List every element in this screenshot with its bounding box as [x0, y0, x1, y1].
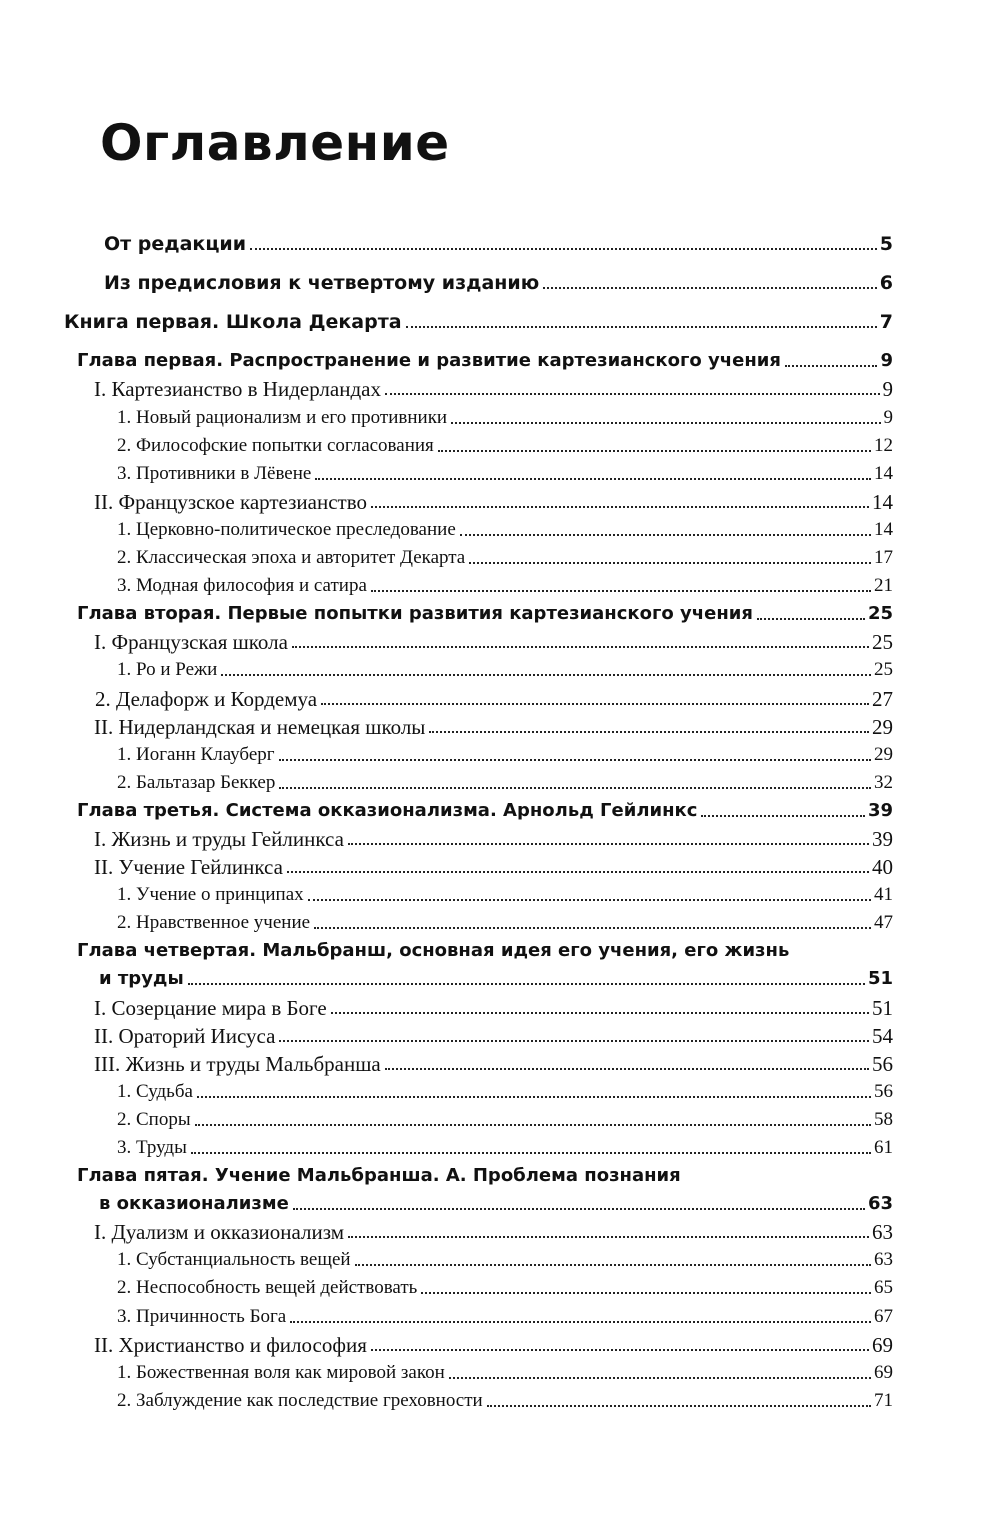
dot-leader — [701, 815, 864, 817]
toc-entry-chapter — [0, 963, 893, 991]
dot-leader — [385, 393, 880, 395]
dot-leader — [279, 787, 871, 789]
toc-entry-chapter — [0, 598, 893, 626]
toc-entry-title: От редакции — [104, 233, 247, 256]
dot-leader — [221, 674, 871, 676]
toc-entry-title: Глава вторая. Первые попытки развития картезианского учения — [77, 603, 753, 625]
dot-leader — [293, 1208, 865, 1210]
toc-entry-page: 32 — [874, 771, 893, 793]
dot-leader — [348, 1236, 869, 1238]
toc-entry-subsection — [0, 907, 893, 935]
toc-entry-subsection — [0, 514, 893, 542]
dot-leader — [421, 1292, 871, 1294]
toc-entry-section — [0, 682, 893, 710]
toc-entry-page: 65 — [874, 1277, 893, 1299]
dot-leader — [279, 1040, 869, 1042]
toc-entry-title: 2. Нравственное учение — [117, 912, 311, 934]
dot-leader — [321, 703, 869, 705]
toc-entry-book — [0, 306, 893, 334]
toc-entry-title: Глава первая. Распространение и развитие картезианского учения — [77, 350, 781, 372]
toc-entry-subsection — [0, 1357, 893, 1385]
toc-entry-title: 2. Бальтазар Беккер — [117, 771, 276, 793]
toc-entry-page: 67 — [874, 1305, 893, 1327]
toc-entry-chapter — [0, 345, 893, 373]
dot-leader — [460, 534, 871, 536]
toc-entry-page: 5 — [879, 233, 893, 256]
toc-entry-section — [0, 373, 893, 401]
toc-entry-subsection — [0, 570, 893, 598]
toc-entry-title: 1. Ро и Режи — [117, 659, 218, 681]
toc-entry-title: 2. Споры — [117, 1108, 191, 1130]
toc-entry-page: 63 — [874, 1249, 893, 1271]
toc-entry-title: I. Дуализм и окказионализм — [94, 1220, 344, 1245]
toc-entry-title: в окказионализме — [99, 1193, 289, 1215]
dot-leader — [449, 1377, 871, 1379]
dot-leader — [331, 1012, 869, 1014]
toc-entry-chapter — [0, 1188, 893, 1216]
page-title: Оглавление — [100, 114, 450, 172]
toc-entry-page: 69 — [872, 1332, 893, 1357]
toc-entry-title: 3. Причинность Бога — [117, 1305, 287, 1327]
toc-entry-page: 41 — [874, 884, 893, 906]
toc-entry-page: 25 — [874, 659, 893, 681]
toc-entry-page: 9 — [880, 350, 893, 372]
toc-entry-title: 1. Судьба — [117, 1080, 193, 1102]
toc-entry-page: 61 — [874, 1137, 893, 1158]
toc-entry-page: 39 — [872, 826, 893, 851]
toc-entry-subsection — [0, 654, 893, 682]
toc-entry-subsection — [0, 401, 893, 429]
toc-entry-page: 71 — [874, 1389, 893, 1411]
toc-entry-subsection — [0, 458, 893, 486]
toc-entry-page: 56 — [872, 1051, 893, 1076]
dot-leader — [371, 1349, 869, 1351]
toc-entry-title: 1. Церковно-политическое преследование — [117, 518, 456, 540]
toc-entry-section — [0, 1020, 893, 1048]
toc-entry-title: 3. Модная философия и сатира — [117, 575, 367, 597]
toc-entry-subsection — [0, 1104, 893, 1132]
dot-leader — [371, 590, 871, 592]
toc-entry-chapter — [0, 795, 893, 823]
dot-leader — [469, 562, 871, 564]
toc-entry-subsection — [0, 542, 893, 570]
dot-leader — [371, 506, 869, 508]
toc-entry-title: II. Христианство и философия — [94, 1332, 367, 1357]
dot-leader — [451, 422, 880, 424]
dot-leader — [543, 287, 877, 289]
toc-entry-section — [0, 626, 893, 654]
toc-entry-subsection — [0, 1076, 893, 1104]
dot-leader — [429, 731, 869, 733]
toc-entry-page: 40 — [872, 855, 893, 880]
toc-entry-page: 17 — [874, 547, 893, 569]
toc-entry-page: 25 — [872, 630, 893, 655]
dot-leader — [406, 326, 877, 328]
toc-entry-page: 14 — [872, 489, 893, 514]
dot-leader — [487, 1405, 871, 1407]
toc-entry-title: Книга первая. Школа Декарта — [64, 311, 402, 334]
toc-entry-title: 2. Неспособность вещей действовать — [117, 1277, 418, 1299]
toc-entry-title: 2. Философские попытки согласования — [117, 434, 434, 456]
toc-entry — [0, 228, 893, 256]
dot-leader — [385, 1068, 869, 1070]
toc-entry-page: 56 — [874, 1080, 893, 1102]
toc-entry-title: 2. Классическая эпоха и авторитет Декарта — [117, 547, 466, 569]
dot-leader — [315, 478, 871, 480]
toc-entry-title: III. Жизнь и труды Мальбранша — [94, 1051, 381, 1076]
dot-leader — [348, 843, 869, 845]
toc-entry-page: 29 — [872, 714, 893, 739]
dot-leader — [308, 899, 871, 901]
toc-entry-title: 1. Иоганн Клауберг — [117, 743, 275, 765]
toc-entry-section — [0, 1216, 893, 1244]
dot-leader — [438, 450, 871, 452]
dot-leader — [757, 618, 865, 620]
toc-entry-title: 2. Заблуждение как последствие греховности — [117, 1389, 483, 1411]
toc-entry-title: II. Французское картезианство — [94, 489, 367, 514]
toc-entry-page: 51 — [867, 968, 893, 990]
toc-entry-page: 51 — [872, 995, 893, 1020]
toc-entry-page: 69 — [874, 1361, 893, 1383]
toc-entry-title: 1. Божественная воля как мировой закон — [117, 1361, 445, 1383]
toc-entry-page: 21 — [874, 575, 893, 597]
toc-entry-section — [0, 851, 893, 879]
dot-leader — [197, 1096, 871, 1098]
toc-entry-subsection — [0, 430, 893, 458]
dot-leader — [785, 365, 878, 367]
toc-entry-subsection — [0, 767, 893, 795]
toc-entry-page: 63 — [867, 1193, 893, 1215]
toc-entry-subsection — [0, 1300, 893, 1328]
toc-entry-chapter-line1: Глава четвертая. Мальбранш, основная идея его учения, его жизнь — [77, 940, 790, 962]
toc-entry-title: 2. Делафорж и Кордемуа — [95, 686, 318, 711]
toc-entry-page: 9 — [883, 406, 893, 428]
toc-entry-page: 25 — [867, 603, 893, 625]
toc-entry-title: I. Созерцание мира в Боге — [94, 995, 327, 1020]
toc-entry-page: 7 — [879, 311, 893, 334]
toc-entry-section — [0, 711, 893, 739]
toc-entry-title: II. Ораторий Иисуса — [94, 1023, 276, 1048]
toc-entry-section — [0, 1329, 893, 1357]
toc-entry-title: I. Французская школа — [94, 630, 288, 655]
toc-entry-page: 54 — [872, 1023, 893, 1048]
table-of-contents — [0, 228, 1000, 1413]
toc-entry-subsection — [0, 1385, 893, 1413]
toc-entry-page: 14 — [874, 462, 893, 484]
toc-entry-page: 14 — [874, 518, 893, 540]
toc-entry-page: 9 — [882, 377, 893, 402]
toc-entry-title: и труды — [99, 968, 184, 990]
toc-entry-page: 39 — [867, 799, 893, 821]
toc-entry-subsection — [0, 1244, 893, 1272]
dot-leader — [191, 1152, 871, 1154]
dot-leader — [195, 1124, 871, 1126]
dot-leader — [314, 927, 871, 929]
toc-entry-section — [0, 486, 893, 514]
toc-entry-title: II. Нидерландская и немецкая школы — [94, 714, 426, 739]
dot-leader — [250, 248, 877, 250]
toc-entry-title: I. Картезианство в Нидерландах — [94, 377, 381, 402]
toc-entry-title: 1. Учение о принципах — [117, 884, 304, 906]
toc-entry-title: 3. Противники в Лёвене — [117, 462, 312, 484]
toc-entry-page: 27 — [872, 686, 893, 711]
toc-entry-title: II. Учение Гейлинкса — [94, 855, 283, 880]
toc-entry-page: 47 — [874, 912, 893, 934]
toc-entry-section — [0, 991, 893, 1019]
toc-entry-title: 3. Труды — [117, 1137, 187, 1158]
toc-entry-page: 6 — [879, 272, 893, 295]
toc-entry-page: 29 — [874, 743, 893, 765]
toc-entry-page: 58 — [874, 1108, 893, 1130]
dot-leader — [355, 1264, 871, 1266]
toc-entry-section — [0, 1048, 893, 1076]
toc-entry-page: 63 — [872, 1220, 893, 1245]
toc-entry-title: Из предисловия к четвертому изданию — [104, 272, 540, 295]
dot-leader — [290, 1321, 871, 1323]
dot-leader — [279, 759, 871, 761]
toc-entry-title: 1. Новый рационализм и его противники — [117, 406, 448, 428]
toc-entry-title: Глава третья. Система окказионализма. Арнольд Гейлинкс — [77, 799, 698, 821]
dot-leader — [287, 871, 869, 873]
dot-leader — [292, 646, 869, 648]
toc-entry-page: 12 — [874, 434, 893, 456]
toc-entry-subsection — [0, 1132, 893, 1160]
toc-entry-chapter-line1: Глава пятая. Учение Мальбранша. А. Проблема познания — [77, 1165, 681, 1187]
toc-entry-subsection — [0, 879, 893, 907]
dot-leader — [188, 983, 865, 985]
toc-entry — [0, 267, 893, 295]
toc-entry-subsection — [0, 739, 893, 767]
toc-entry-title: 1. Субстанциальность вещей — [117, 1249, 351, 1271]
toc-entry-section — [0, 823, 893, 851]
toc-entry-title: I. Жизнь и труды Гейлинкса — [94, 826, 344, 851]
toc-entry-subsection — [0, 1272, 893, 1300]
